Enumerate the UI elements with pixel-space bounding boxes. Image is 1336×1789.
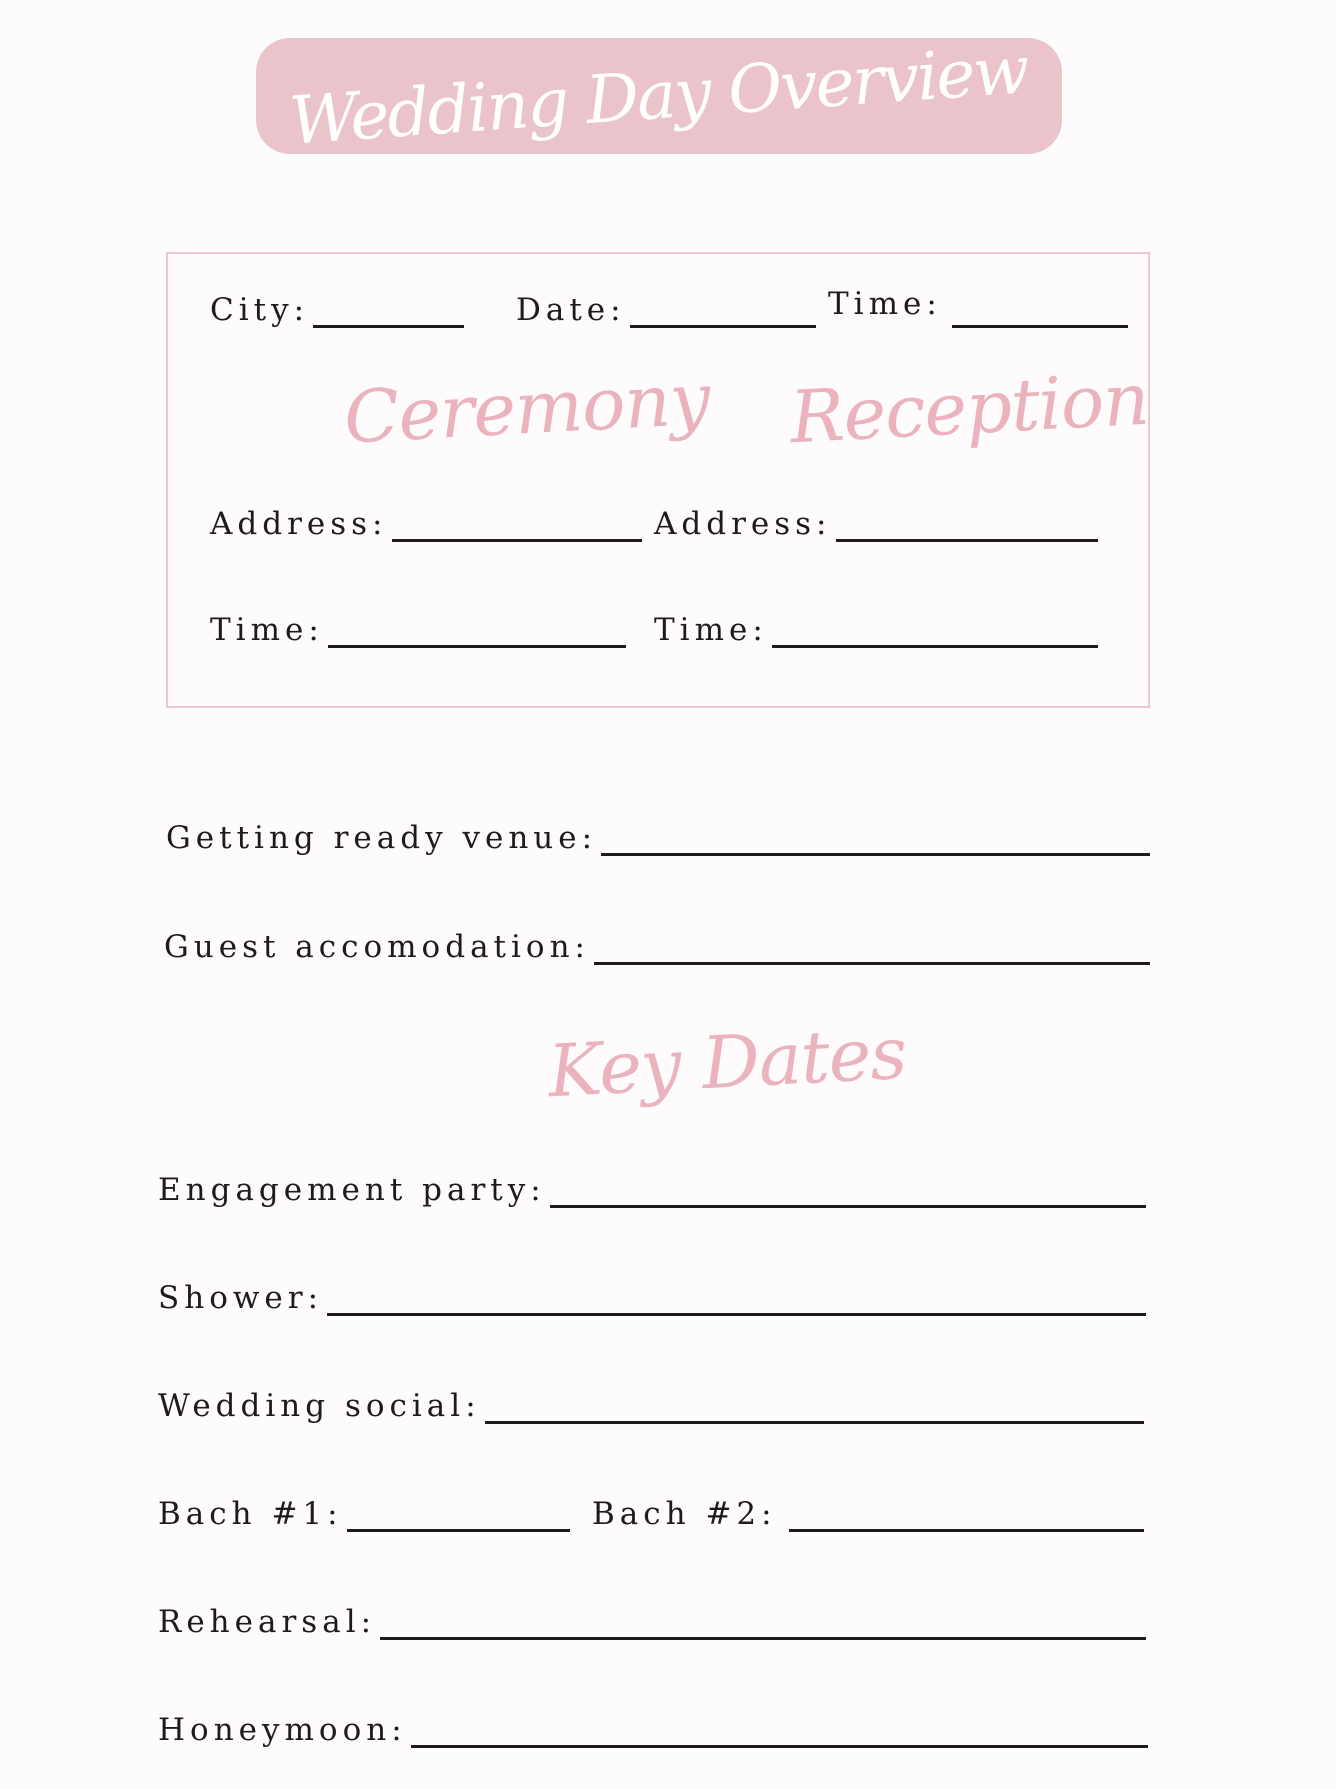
time-field: [828, 284, 1128, 324]
reception-time-field: [654, 610, 1098, 650]
bach-1-input-line[interactable]: [347, 1529, 570, 1532]
ceremony-heading: Ceremony: [342, 356, 712, 460]
ceremony-time-field: [210, 610, 626, 650]
time-input-line[interactable]: [952, 325, 1128, 328]
reception-heading: Reception: [788, 356, 1151, 460]
rehearsal-label: Rehearsal:: [158, 1604, 377, 1640]
bach-1-label: Bach #1:: [158, 1496, 343, 1532]
wedding-social-label: Wedding social:: [158, 1388, 481, 1424]
reception-address-label: Address:: [654, 506, 832, 542]
wedding-social-input-line[interactable]: [485, 1421, 1144, 1424]
page-title: Wedding Day Overview: [287, 31, 1031, 160]
date-field: [516, 290, 816, 330]
rehearsal-input-line[interactable]: [380, 1637, 1146, 1640]
guest-accommodation-field: [164, 927, 1150, 967]
reception-address-input-line[interactable]: [836, 539, 1098, 542]
guest-accommodation-label: Guest accomodation:: [164, 929, 590, 965]
shower-field: [158, 1278, 1146, 1318]
ceremony-address-field: [210, 504, 642, 544]
date-input-line[interactable]: [630, 325, 816, 328]
bach-2-field: [592, 1494, 1144, 1534]
guest-accommodation-input-line[interactable]: [594, 962, 1150, 965]
bach-2-input-line[interactable]: [789, 1529, 1144, 1532]
honeymoon-field: [158, 1710, 1148, 1750]
ceremony-address-label: Address:: [210, 506, 388, 542]
wedding-social-field: [158, 1386, 1144, 1426]
honeymoon-input-line[interactable]: [411, 1745, 1148, 1748]
bach-2-label: Bach #2:: [592, 1496, 777, 1532]
engagement-party-input-line[interactable]: [550, 1205, 1146, 1208]
venue-box: [166, 252, 1150, 708]
honeymoon-label: Honeymoon:: [158, 1712, 407, 1748]
title-banner: [256, 31, 1062, 160]
engagement-party-field: [158, 1170, 1146, 1210]
ceremony-time-input-line[interactable]: [328, 645, 626, 648]
city-field: [210, 290, 464, 330]
reception-time-label: Time:: [654, 612, 768, 648]
getting-ready-venue-label: Getting ready venue:: [166, 820, 598, 856]
date-label: Date:: [516, 292, 626, 328]
shower-label: Shower:: [158, 1280, 324, 1316]
rehearsal-field: [158, 1602, 1146, 1642]
engagement-party-label: Engagement party:: [158, 1172, 546, 1208]
time-label: Time:: [828, 286, 942, 322]
ceremony-time-label: Time:: [210, 612, 324, 648]
city-input-line[interactable]: [313, 325, 464, 328]
shower-input-line[interactable]: [327, 1313, 1146, 1316]
city-label: City:: [210, 292, 310, 328]
bach-1-field: [158, 1494, 570, 1534]
getting-ready-venue-input-line[interactable]: [601, 853, 1150, 856]
reception-time-input-line[interactable]: [772, 645, 1098, 648]
getting-ready-venue-field: [166, 818, 1150, 858]
reception-address-field: [654, 504, 1098, 544]
ceremony-address-input-line[interactable]: [392, 539, 642, 542]
key-dates-heading: Key Dates: [546, 1010, 909, 1114]
